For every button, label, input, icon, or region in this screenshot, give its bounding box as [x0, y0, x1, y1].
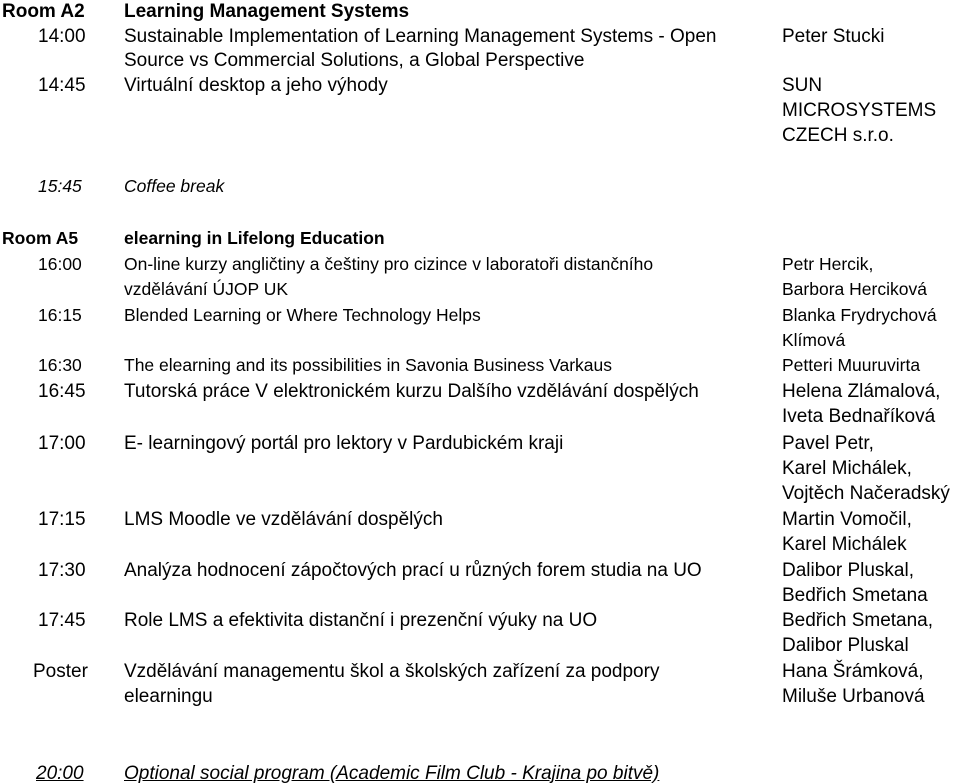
social-label: Optional social program (Academic Film Club - Krajina po bitvě): [124, 763, 660, 784]
session2-item-2-speaker-line-2: Klímová: [782, 330, 846, 350]
poster-title-line-1: Vzdělávání managementu škol a školských zařízení za podpory: [124, 661, 660, 682]
session2-item-1-speaker-line-2: Barbora Herciková: [782, 279, 927, 299]
session3-item-4-time: 17:45: [38, 610, 86, 631]
session3-item-3-title: Analýza hodnocení zápočtových prací u různých forem studia na UO: [124, 560, 702, 581]
session3-item-4-speaker-line-2: Dalibor Pluskal: [782, 635, 909, 656]
session2-item-4-time: 16:45: [38, 381, 86, 402]
session3-item-1-time: 17:00: [38, 433, 86, 454]
session3-item-3-speaker-line-1: Dalibor Pluskal,: [782, 560, 914, 581]
session3-item-1-speaker-line-1: Pavel Petr,: [782, 433, 874, 454]
session2-item-3-title: The elearning and its possibilities in Savonia Business Varkaus: [124, 355, 613, 375]
session1-item-1-title-line-2: Source vs Commercial Solutions, a Global Perspective: [124, 50, 585, 71]
session1-item-1-speaker: Peter Stucki: [782, 26, 885, 47]
session1-item-2-title: Virtuální desktop a jeho výhody: [124, 75, 388, 96]
session1-item-2-speaker-line-1: SUN: [782, 75, 823, 96]
session1-item-2-speaker-line-2: MICROSYSTEMS: [782, 100, 937, 121]
session3-item-3-time: 17:30: [38, 560, 86, 581]
session3-item-2-speaker-line-2: Karel Michálek: [782, 534, 907, 555]
session2-room: Room A5: [2, 228, 79, 248]
session2-item-4-title: Tutorská práce V elektronickém kurzu Dalšího vzdělávání dospělých: [124, 381, 699, 402]
session3-item-4-speaker-line-1: Bedřich Smetana,: [782, 610, 934, 631]
session3-item-1-speaker-line-2: Karel Michálek,: [782, 458, 912, 479]
session2-item-1-speaker-line-1: Petr Hercik,: [782, 254, 874, 274]
session1-title: Learning Management Systems: [124, 1, 410, 22]
poster-speaker-line-1: Hana Šrámková,: [782, 661, 924, 682]
session2-item-2-speaker-line-1: Blanka Frydrychová: [782, 305, 937, 325]
session2-title: elearning in Lifelong Education: [124, 228, 385, 248]
session3-item-1-speaker-line-3: Vojtěch Načeradský: [782, 483, 950, 504]
session2-item-2-title: Blended Learning or Where Technology Helps: [124, 305, 481, 325]
session3-item-2-time: 17:15: [38, 509, 86, 530]
break-time: 15:45: [38, 176, 82, 196]
session1-item-1-time: 14:00: [38, 26, 86, 47]
session2-item-3-time: 16:30: [38, 355, 82, 375]
session3-item-1-title: E- learningový portál pro lektory v Pardubickém kraji: [124, 433, 564, 454]
session1-room: Room A2: [2, 1, 85, 22]
poster-speaker-line-2: Miluše Urbanová: [782, 686, 925, 707]
session2-item-1-time: 16:00: [38, 254, 82, 274]
session1-item-1-title-line-1: Sustainable Implementation of Learning Management Systems - Open: [124, 26, 717, 47]
session2-item-4-speaker-line-2: Iveta Bednaříková: [782, 406, 936, 427]
session2-item-2-time: 16:15: [38, 305, 82, 325]
session2-item-4-speaker-line-1: Helena Zlámalová,: [782, 381, 941, 402]
session2-item-3-speaker: Petteri Muuruvirta: [782, 355, 921, 375]
social-time: 20:00: [36, 763, 84, 784]
poster-title-line-2: elearningu: [124, 686, 213, 707]
session3-item-4-title: Role LMS a efektivita distanční i prezenční výuky na UO: [124, 610, 598, 631]
poster-label: Poster: [33, 661, 88, 682]
session3-item-2-title: LMS Moodle ve vzdělávání dospělých: [124, 509, 443, 530]
break-label: Coffee break: [124, 176, 225, 196]
session1-item-2-speaker-line-3: CZECH s.r.o.: [782, 125, 894, 146]
session3-item-3-speaker-line-2: Bedřich Smetana: [782, 585, 928, 606]
session2-item-1-title-line-2: vzdělávání ÚJOP UK: [124, 279, 289, 299]
session3-item-2-speaker-line-1: Martin Vomočil,: [782, 509, 912, 530]
session1-item-2-time: 14:45: [38, 75, 86, 96]
session2-item-1-title-line-1: On-line kurzy angličtiny a češtiny pro cizince v laboratoři distančního: [124, 254, 654, 274]
